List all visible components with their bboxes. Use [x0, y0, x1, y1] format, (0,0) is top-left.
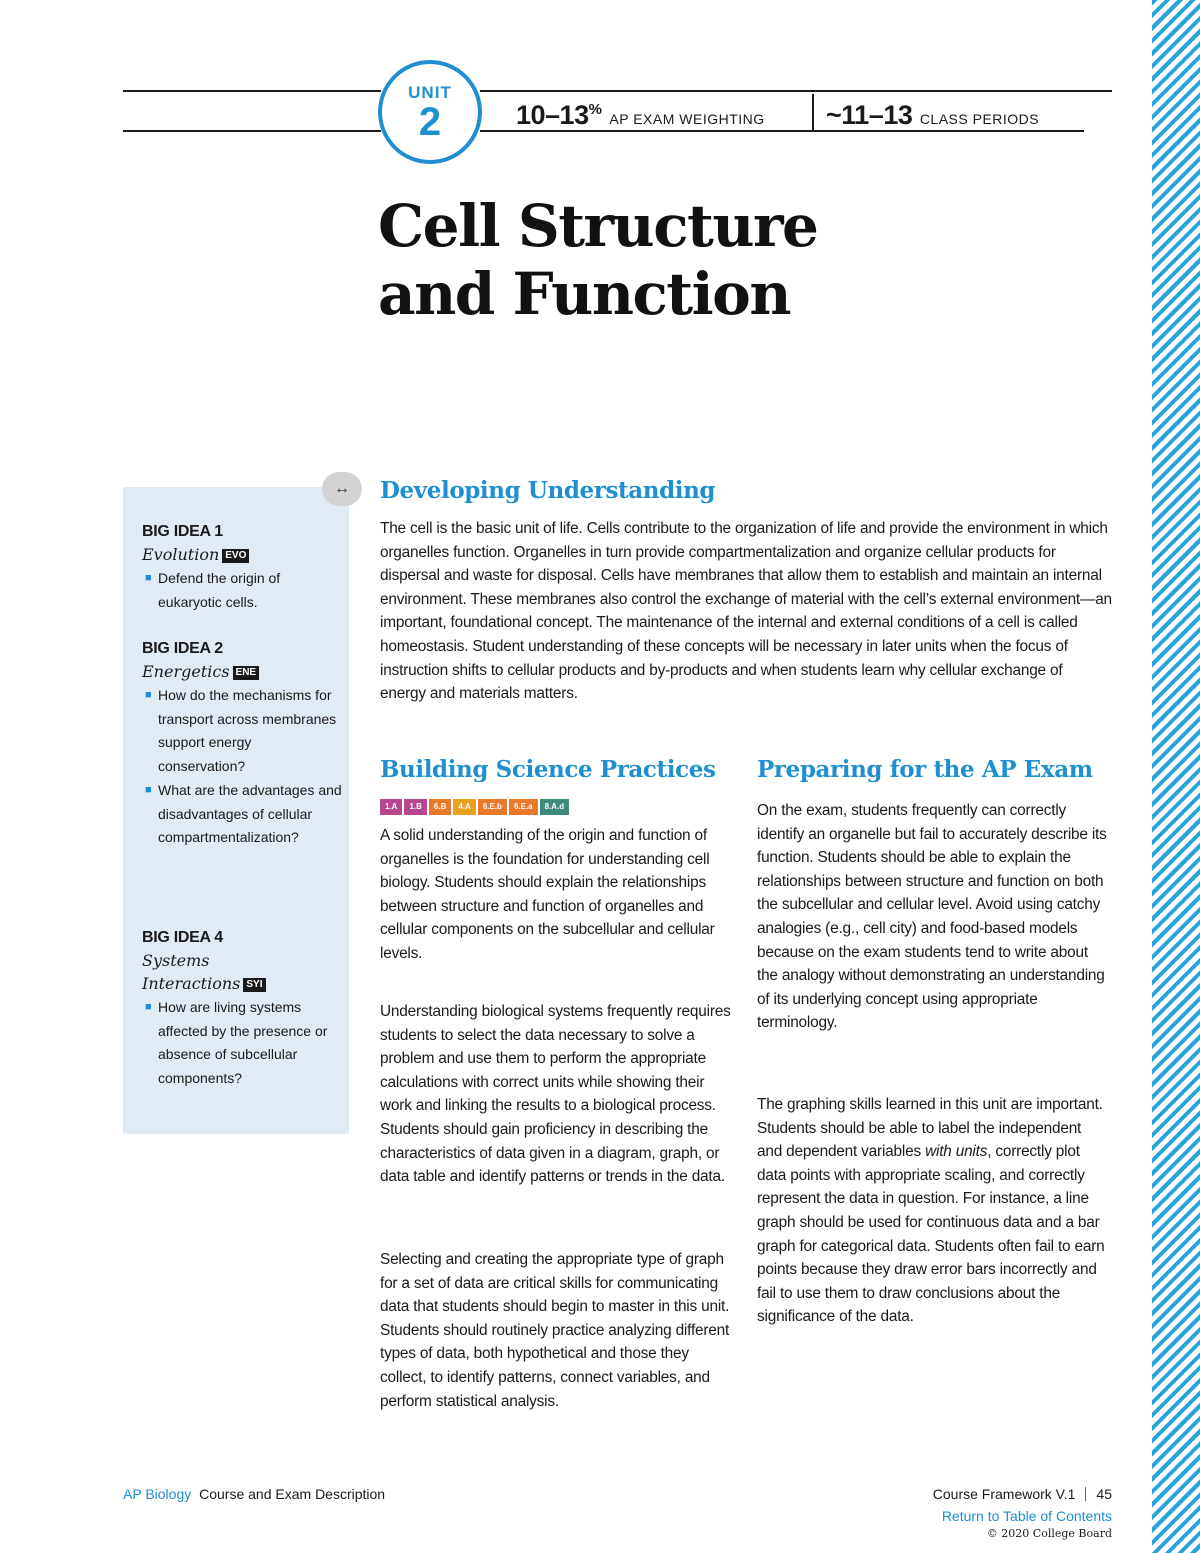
- header-rule-top: [123, 90, 381, 92]
- big-idea-questions: [142, 684, 342, 850]
- practice-chips: [380, 796, 571, 815]
- page-number: 45: [1096, 1486, 1112, 1502]
- developing-understanding-heading: Developing Understanding: [380, 477, 716, 504]
- unit-number: 2: [418, 100, 442, 144]
- big-idea-questions: [142, 567, 342, 614]
- header-rule-bottom: [123, 130, 381, 132]
- practice-chip: 8.A.d: [540, 799, 570, 815]
- big-idea-name: [142, 543, 342, 566]
- class-periods: [826, 100, 1039, 132]
- big-idea-name-text: Energetics: [142, 662, 230, 681]
- practice-chip: 6.E.a: [509, 799, 538, 815]
- practice-chip: 6.B: [429, 799, 451, 815]
- unit-badge: [378, 60, 482, 164]
- footer-course-name: AP Biology: [123, 1486, 192, 1502]
- question-text: What are the advantages and disadvantages of cellular compartmentalization?: [158, 782, 342, 845]
- big-idea-question: [142, 684, 342, 778]
- science-practices-paragraph-1: A solid understanding of the origin and function of organelles is the foundation for understanding cell biology. Students should explain the relationships between structure and function of organelles and cellular components on the subcellular and cellular levels.: [380, 827, 715, 962]
- footer-framework: Course Framework V.1: [932, 1486, 1076, 1502]
- exam-prep-paragraph-2: [757, 1093, 1107, 1329]
- exam-weighting: [516, 100, 765, 132]
- bullet-icon: ■: [145, 784, 152, 796]
- header-rule-top-right: [480, 90, 1112, 92]
- big-idea-tag: ENE: [233, 666, 260, 680]
- bullet-icon: ■: [145, 572, 152, 584]
- footer-description: Course and Exam Description: [199, 1486, 386, 1502]
- big-idea-questions: [142, 996, 342, 1090]
- big-idea-1: [142, 521, 342, 614]
- practice-chip: 4.A: [453, 799, 475, 815]
- big-idea-heading: BIG IDEA 2: [142, 640, 223, 657]
- periods-range: ~11–13: [826, 100, 913, 130]
- return-to-toc-link[interactable]: Return to Table of Contents: [941, 1508, 1112, 1524]
- exam-prep-paragraph-1: On the exam, students frequently can correctly identify an organelle but fail to accurately describe its function. Students should be able to explain the relationships between structure and function on both the subcellular and cellular level. Avoid using catchy analogies (e.g., cell city) and food-based models because on the exam students tend to write about the analogy without demonstrating an understanding of its underlying concept using appropriate terminology.: [757, 802, 1107, 1032]
- science-practices-paragraph-3: Selecting and creating the appropriate type of graph for a set of data are critical skills for communicating data that students should begin to master in this unit. Students should routinely practice analyzing different types of data, both hypothetical and those they collect, to identify patterns, connect variables, and perform statistical analysis.: [380, 1251, 730, 1410]
- double-arrow-icon: ↔: [322, 472, 362, 506]
- practice-chip: 1.A: [380, 799, 402, 815]
- big-idea-name-text: Systems Interactions: [142, 951, 241, 993]
- big-idea-question: [142, 996, 342, 1090]
- unit-label: UNIT: [408, 83, 452, 102]
- big-idea-name-text: Evolution: [142, 545, 220, 564]
- page-title: [378, 192, 817, 328]
- big-idea-tag: EVO: [222, 549, 249, 563]
- bullet-icon: ■: [145, 1001, 152, 1013]
- question-text: Defend the origin of eukaryotic cells.: [158, 570, 281, 610]
- developing-understanding-body: The cell is the basic unit of life. Cells contribute to the organization of life and provide the environment in which organelles function. Organelles in turn provide compartmentalization and organize cellular products for dispersal and waste for disposal. Cells have membranes that allow them to establish and maintain an internal environment. These membranes also control the exchange of material with the cell’s external environment—an important, foundational concept. The maintenance of the internal and external conditions of a cell is called homeostasis. Student understanding of these concepts will be necessary in later units when the focus of instruction shifts to cellular products and by-products and when students learn why cellular exchange of energy and materials matters.: [380, 520, 1112, 703]
- exam-prep-heading: Preparing for the AP Exam: [757, 756, 1093, 783]
- big-idea-name: [142, 660, 342, 683]
- weighting-label: AP EXAM WEIGHTING: [609, 111, 765, 127]
- practice-chip: 1.B: [404, 799, 426, 815]
- question-text: How do the mechanisms for transport across membranes support energy conservation?: [158, 687, 337, 774]
- exam-prep-p2-part-1: The graphing skills learned in this unit are important. Students should be able to label the independent and dependent variables: [757, 1096, 1103, 1161]
- copyright-text: © 2020 College Board: [986, 1527, 1112, 1540]
- big-idea-question: [142, 567, 342, 614]
- periods-label: CLASS PERIODS: [919, 111, 1040, 127]
- big-idea-name: [142, 949, 292, 995]
- science-practices-heading: Building Science Practices: [380, 756, 716, 783]
- weighting-percent: %: [588, 101, 602, 118]
- big-idea-4: [142, 927, 342, 1090]
- footer-course: [123, 1486, 385, 1502]
- bullet-icon: ■: [145, 689, 152, 701]
- big-idea-question: [142, 779, 342, 850]
- big-idea-heading: BIG IDEA 1: [142, 523, 223, 540]
- question-text: How are living systems affected by the presence or absence of subcellular components?: [158, 999, 328, 1086]
- science-practices-paragraph-2: Understanding biological systems frequently requires students to select the data necessary to solve a problem and use them to perform the appropriate calculations with correct units while showing their work and linking the results to a biological process. Students should gain proficiency in describing the characteristics of data given in a diagram, graph, or data table and identify patterns or trends in the data.: [380, 1003, 731, 1186]
- title-line-1: Cell Structure: [378, 192, 818, 260]
- exam-prep-p2-italic: with units: [925, 1143, 988, 1161]
- decorative-stripe-border: [1152, 0, 1200, 1553]
- title-line-2: and Function: [378, 260, 790, 328]
- practice-chip: 6.E.b: [478, 799, 507, 815]
- header-divider: [812, 94, 814, 132]
- footer-divider: [1085, 1487, 1086, 1501]
- big-idea-heading: BIG IDEA 4: [142, 929, 223, 946]
- big-idea-2: [142, 638, 342, 850]
- footer-page-info: [933, 1486, 1112, 1502]
- weighting-range: 10–13: [516, 100, 589, 130]
- exam-prep-p2-part-2: , correctly plot data points with appropriate scaling, and correctly represent the data in question. For instance, a line graph should be used for continuous data and a bar graph for categorical data. Students often fail to earn points because they draw error bars incorrectly and fail to use them to draw conclusions about the significance of the data.: [757, 1143, 1105, 1326]
- big-idea-tag: SYI: [243, 978, 265, 992]
